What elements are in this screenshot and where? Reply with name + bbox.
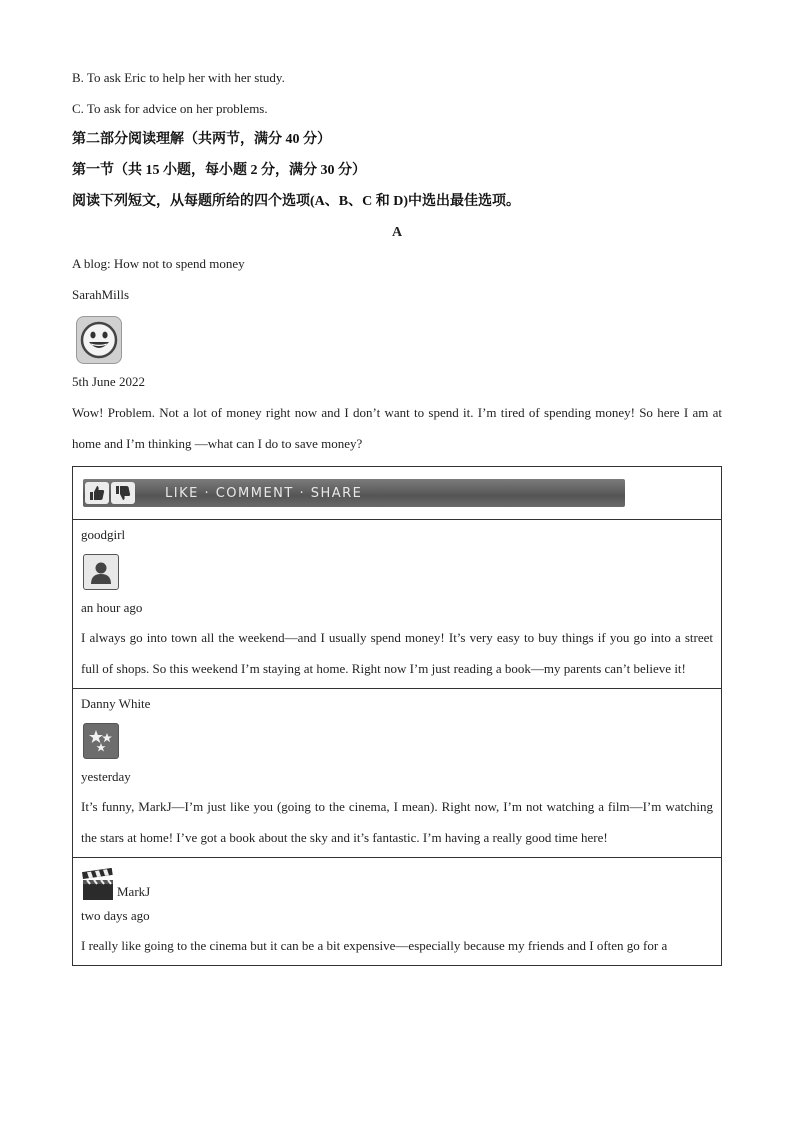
comment-time: two days ago	[81, 908, 150, 923]
section-subtitle: 第一节（共 15 小题，每小题 2 分，满分 30 分）	[72, 163, 366, 178]
comment-markj	[73, 857, 721, 965]
comment-text: It’s funny, MarkJ—I’m just like you (going to the cinema, I mean). Right now, I’m not watching a film—I’m watching the stars at home! I’ve got a book about the sky and it’s fantastic. I’m having a really good time here!	[81, 799, 713, 845]
blog-body: Wow! Problem. Not a lot of money right now and I don’t want to spend it. I’m tired of spending money! So here I am at home and I’m thinking —what can I do to save money?	[72, 405, 722, 451]
document-page	[72, 62, 722, 459]
author-avatar	[72, 310, 722, 366]
blog-title: A blog: How not to spend money	[72, 256, 245, 271]
stars-icon	[83, 723, 119, 759]
comment-goodgirl	[73, 519, 721, 688]
thumbs-up-icon[interactable]	[85, 482, 109, 504]
comments-table	[72, 466, 722, 966]
part-title: 第二部分阅读理解（共两节，满分 40 分）	[72, 132, 331, 147]
social-bar-cell	[73, 467, 721, 519]
thumbs-down-icon[interactable]	[111, 482, 135, 504]
blog-author: SarahMills	[72, 287, 130, 302]
clapperboard-icon	[81, 868, 115, 902]
blog-date: 5th June 2022	[72, 374, 145, 389]
option-c: C. To ask for advice on her problems.	[72, 101, 268, 116]
person-silhouette-icon	[83, 554, 119, 590]
comment-time: yesterday	[81, 769, 131, 784]
comment-danny-white	[73, 688, 721, 857]
option-b: B. To ask Eric to help her with her study.	[72, 70, 285, 85]
comment-author: Danny White	[81, 696, 151, 711]
social-bar-label[interactable]: LIKE · COMMENT · SHARE	[165, 485, 363, 501]
social-bar	[83, 479, 625, 507]
smiley-face-icon	[76, 316, 122, 364]
comment-text: I really like going to the cinema but it can be a bit expensive—especially because my friends and I often go for a	[81, 938, 668, 953]
comment-time: an hour ago	[81, 600, 143, 615]
passage-letter: A	[391, 225, 403, 240]
instruction: 阅读下列短文，从每题所给的四个选项(A、B、C 和 D)中选出最佳选项。	[72, 194, 520, 209]
comment-author: goodgirl	[81, 527, 126, 542]
comment-author: MarkJ	[117, 884, 151, 899]
comment-text: I always go into town all the weekend—and I usually spend money! It’s very easy to buy things if you go into a street full of shops. So this weekend I’m staying at home. Right now I’m just reading a book—my parents can’t believe it!	[81, 630, 713, 676]
